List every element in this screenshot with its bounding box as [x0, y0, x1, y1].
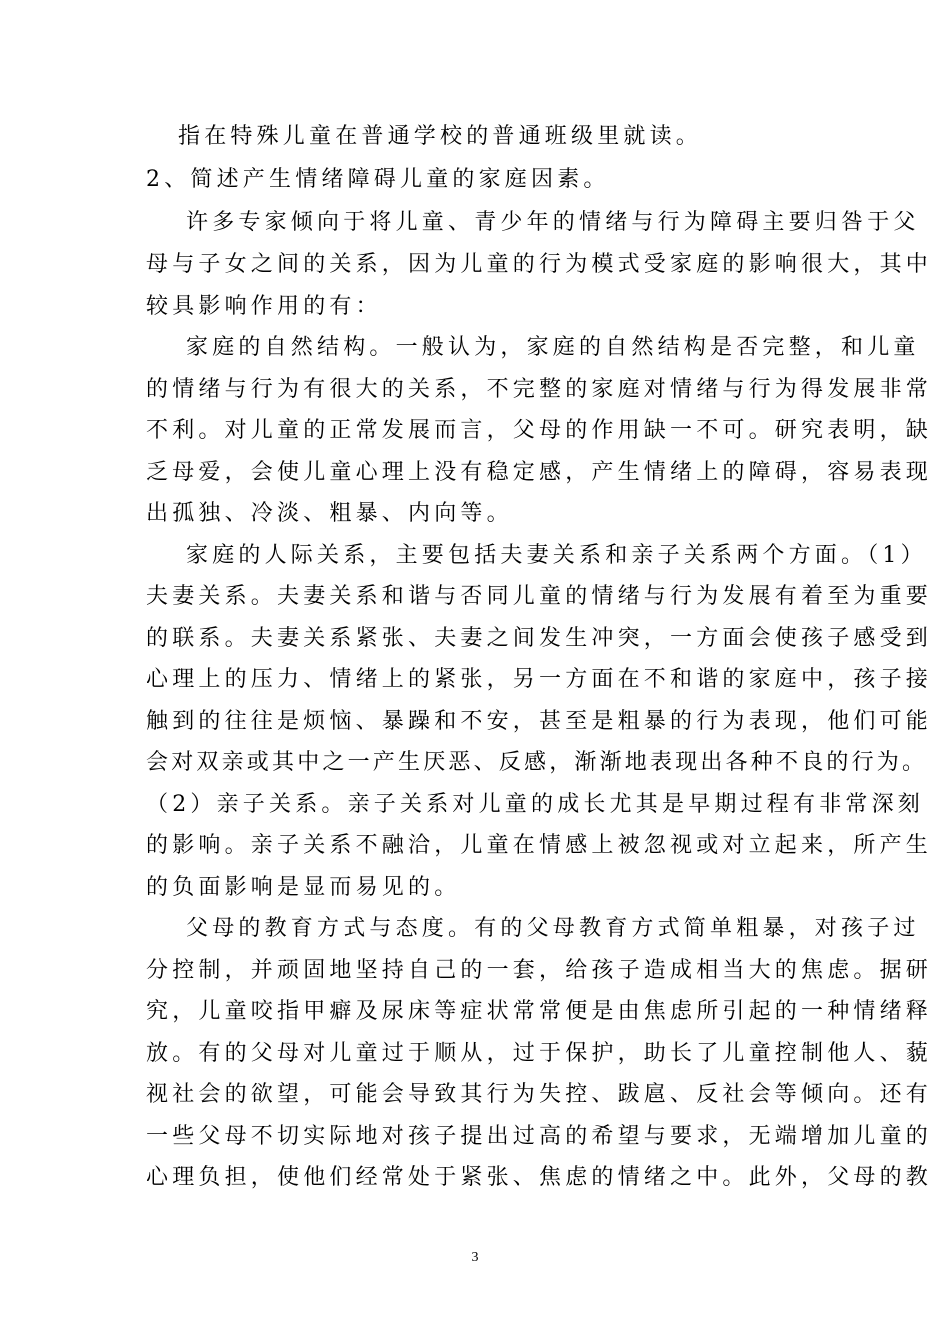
text-line: 较具影响作用的有： — [146, 294, 382, 319]
text-line: 心理上的压力、情绪上的紧张，另一方面在不和谐的家庭中，孩子接 — [146, 667, 933, 692]
text-line: 一些父母不切实际地对孩子提出过高的希望与要求，无端增加儿童的 — [146, 1124, 933, 1149]
text-line: 母与子女之间的关系，因为儿童的行为模式受家庭的影响很大，其中 — [146, 252, 933, 277]
text-line: 乏母爱，会使儿童心理上没有稳定感，产生情绪上的障碍，容易表现 — [146, 460, 933, 485]
text-line: 指在特殊儿童在普通学校的普通班级里就读。 — [178, 124, 703, 149]
text-line: 家庭的自然结构。一般认为，家庭的自然结构是否完整，和儿童 — [186, 335, 920, 360]
text-line: 究，儿童咬指甲癖及尿床等症状常常便是由焦虑所引起的一种情绪释 — [146, 999, 933, 1024]
text-line: 会对双亲或其中之一产生厌恶、反感，渐渐地表现出各种不良的行为。 — [146, 750, 928, 775]
text-line: 的联系。夫妻关系紧张、夫妻之间发生冲突，一方面会使孩子感受到 — [146, 626, 933, 651]
question-heading: 2、简述产生情绪障碍儿童的家庭因素。 — [146, 167, 610, 192]
page-number: 3 — [471, 1250, 479, 1265]
text-line: 不利。对儿童的正常发展而言，父母的作用缺一不可。研究表明，缺 — [146, 418, 933, 443]
text-line: 家庭的人际关系，主要包括夫妻关系和亲子关系两个方面。（1） — [186, 543, 927, 568]
text-line: （2）亲子关系。亲子关系对儿童的成长尤其是早期过程有非常深刻 — [146, 792, 924, 817]
text-line: 的负面影响是显而易见的。 — [146, 875, 461, 900]
text-line: 出孤独、冷淡、粗暴、内向等。 — [146, 501, 513, 526]
text-line: 的影响。亲子关系不融洽，儿童在情感上被忽视或对立起来，所产生 — [146, 833, 933, 858]
text-line: 许多专家倾向于将儿童、青少年的情绪与行为障碍主要归咎于父 — [186, 210, 920, 235]
text-line: 心理负担，使他们经常处于紧张、焦虑的情绪之中。此外，父母的教 — [146, 1165, 933, 1190]
text-line: 触到的往往是烦恼、暴躁和不安，甚至是粗暴的行为表现，他们可能 — [146, 709, 933, 734]
text-line: 分控制，并顽固地坚持自己的一套，给孩子造成相当大的焦虑。据研 — [146, 958, 933, 983]
text-line: 视社会的欲望，可能会导致其行为失控、跋扈、反社会等倾向。还有 — [146, 1082, 933, 1107]
text-line: 父母的教育方式与态度。有的父母教育方式简单粗暴，对孩子过 — [186, 916, 920, 941]
text-line: 夫妻关系。夫妻关系和谐与否同儿童的情绪与行为发展有着至为重要 — [146, 584, 933, 609]
text-line: 放。有的父母对儿童过于顺从，过于保护，助长了儿童控制他人、藐 — [146, 1041, 933, 1066]
text-line: 的情绪与行为有很大的关系，不完整的家庭对情绪与行为得发展非常 — [146, 377, 933, 402]
